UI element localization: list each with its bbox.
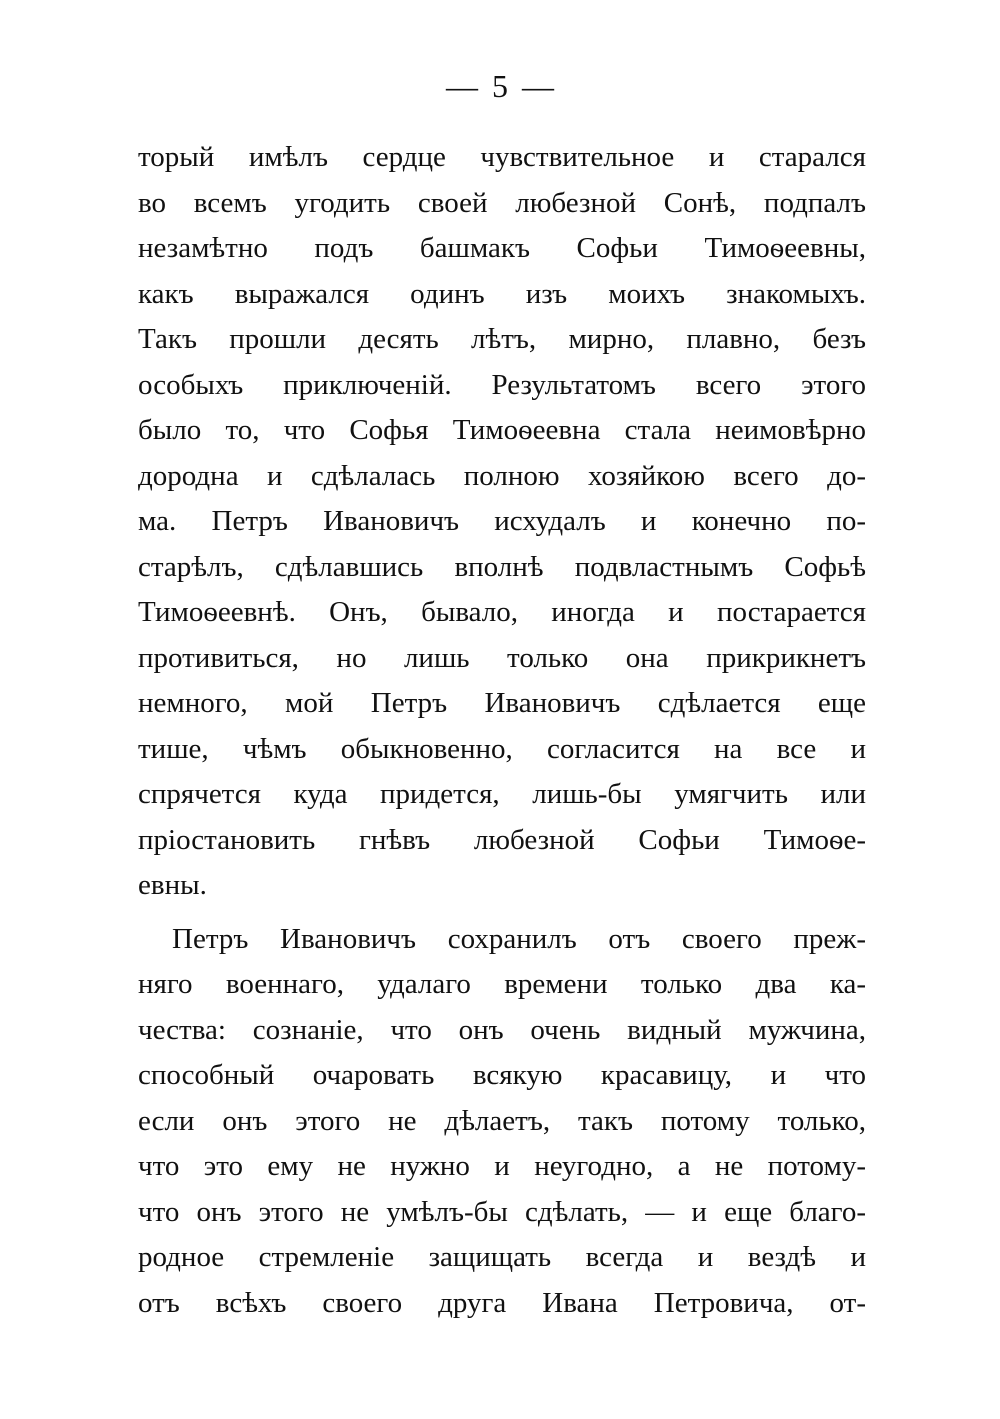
text-line: какъ выражался одинъ изъ моихъ знакомыхъ. [138,277,866,310]
header-dash-left: — [446,68,478,104]
text-line: незамѣтно подъ башмакъ Софьи Тимоѳеевны, [138,232,866,264]
text-line: было то, что Софья Тимоѳеевна стала неимовѣрно [138,414,866,446]
text-line: немного, мой Петръ Ивановичъ сдѣлается еще [138,687,866,719]
text-line: особыхъ приключеній. Результатомъ всего этого [138,368,866,401]
text-line: Такъ прошли десять лѣтъ, мирно, плавно, безъ [138,323,866,355]
paragraph-2 [138,917,866,1327]
text-line: старѣлъ, сдѣлавшись вполнѣ подвластнымъ Софьѣ [138,550,866,583]
text-line: дородна и сдѣлалась полною хозяйкою всего до- [138,459,866,492]
text-line: пріостановить гнѣвъ любезной Софьи Тимоѳе- [138,823,866,856]
text-line: противиться, но лишь только она прикрикнетъ [138,641,866,674]
text-line: няго военнаго, удалаго времени только два ка- [138,968,866,1000]
text-line: отъ всѣхъ своего друга Ивана Петровича, от- [138,1286,866,1319]
body-text [138,135,866,1326]
text-line: во всемъ угодить своей любезной Сонѣ, подпалъ [138,186,866,219]
page-number-header [0,66,1000,106]
header-dash-right: — [522,68,554,104]
paragraph-1 [138,135,866,909]
text-line: что онъ этого не умѣлъ-бы сдѣлать, — и еще благо- [138,1195,866,1228]
page-number: 5 [492,68,508,104]
text-line: торый имѣлъ сердце чувствительное и старался [138,141,866,173]
text-line: тише, чѣмъ обыкновенно, согласится на все и [138,732,866,765]
paragraph-gap [138,909,866,917]
text-line: спрячется куда придется, лишь-бы умягчить или [138,778,866,810]
text-line: евны. [138,869,207,901]
text-line: ма. Петръ Ивановичъ исхудалъ и конечно по- [138,505,866,537]
text-line: что это ему не нужно и неугодно, а не потому- [138,1150,866,1182]
text-line: способный очаровать всякую красавицу, и что [138,1059,866,1091]
text-line: Тимоѳеевнѣ. Онъ, бывало, иногда и постарается [138,596,866,628]
text-line: чества: сознаніе, что онъ очень видный мужчина, [138,1013,866,1046]
text-line: если онъ этого не дѣлаетъ, такъ потому только, [138,1104,866,1137]
text-line: родное стремленіе защищать всегда и вездѣ и [138,1241,866,1273]
text-line: Петръ Ивановичъ сохранилъ отъ своего преж- [172,922,866,955]
